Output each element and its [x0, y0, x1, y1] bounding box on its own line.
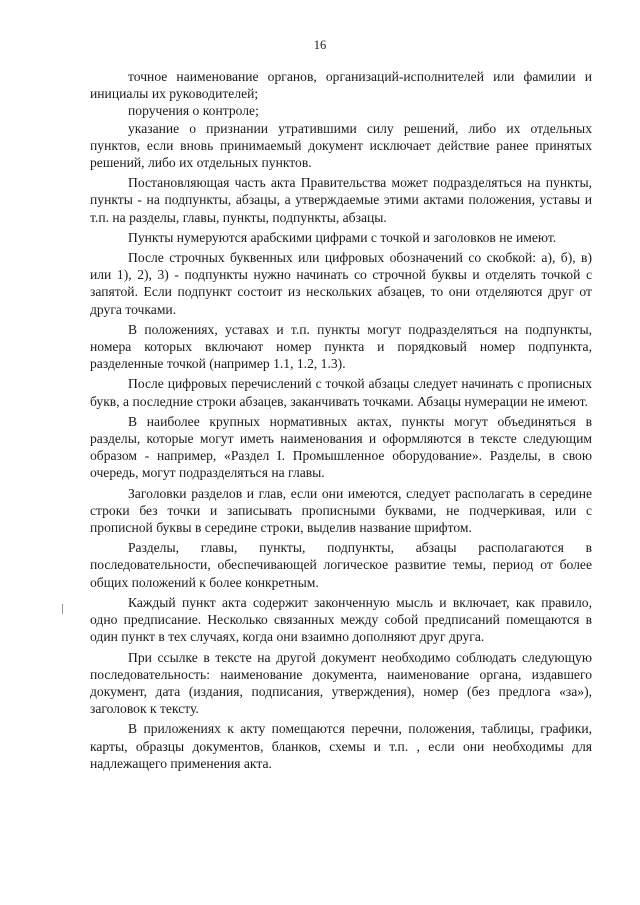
paragraph: Разделы, главы, пункты, подпункты, абзацы располагаются в последовательности, обеспечивающей логическое развитие темы, период от более общих положений к более конкретным. [90, 540, 592, 590]
paragraph: В наиболее крупных нормативных актах, пункты могут объединяться в разделы, которые могут иметь наименования и оформляются в тексте следующим образом - например, «Раздел I. Промышленное оборудование». Разделы, в свою очередь, могут подразделяться на главы. [90, 413, 592, 481]
paragraph: После строчных буквенных или цифровых обозначений со скобкой: а), б), в) или 1), 2), 3) - подпункты нужно начинать со строчной буквы и отделять точкой с запятой. Если подпункт состоит из нескольких абзацев, то они отделяются друг от друга точками. [90, 250, 592, 317]
paragraph: Пункты нумеруются арабскими цифрами с точкой и заголовков не имеют. [128, 229, 557, 245]
margin-mark [62, 604, 63, 614]
paragraph: В положениях, уставах и т.п. пункты могут подразделяться на подпункты, номера которых включают номер пункта и порядковый номер подпункта, разделенные точкой (например 1.1, 1.2, 1.3). [90, 321, 592, 372]
paragraph: Заголовки разделов и глав, если они имеются, следует располагать в середине строки без точки и записывать прописными буквами, не подчеркивая, или с прописной буквы в середине строки, выделив название шрифтом. [90, 485, 592, 536]
paragraph: При ссылке в тексте на другой документ необходимо соблюдать следующую последовательность: наименование документа, наименование органа, издавшего документ, дата (издания, подписания, утверждения), номер (без предлога «за»), заголовок к тексту. [90, 649, 592, 717]
paragraph: Каждый пункт акта содержит законченную мысль и включает, как правило, одно предписание. Несколько связанных между собой предписаний помещаются в один пункт в тех случаях, когда они взаимно дополняют друг друга. [90, 594, 592, 645]
page-number: 16 [313, 38, 327, 52]
paragraph: поручения о контроле; [128, 103, 259, 119]
document-body [90, 68, 592, 775]
paragraph: После цифровых перечислений с точкой абзацы следует начинать с прописных букв, а последние строки абзацев, заканчивать точками. Абзацы нумерации не имеют. [90, 376, 592, 409]
paragraph: Постановляющая часть акта Правительства может подразделяться на пункты, пункты - на подпункты, абзацы, а утверждаемые этими актами положения, уставы и т.п. на разделы, главы, пункты, подпункты, абзацы. [90, 175, 592, 225]
paragraph: точное наименование органов, организаций-исполнителей или фамилии и инициалы их руководителей; [90, 69, 592, 102]
paragraph: В приложениях к акту помещаются перечни, положения, таблицы, графики, карты, образцы документов, бланков, схемы и т.п. , если они необходимы для надлежащего применения акта. [90, 721, 592, 771]
paragraph: указание о признании утратившими силу решений, либо их отдельных пунктов, если вновь принимаемый документ исключает действие ранее принятых решений, либо их отдельных пунктов. [90, 120, 592, 171]
